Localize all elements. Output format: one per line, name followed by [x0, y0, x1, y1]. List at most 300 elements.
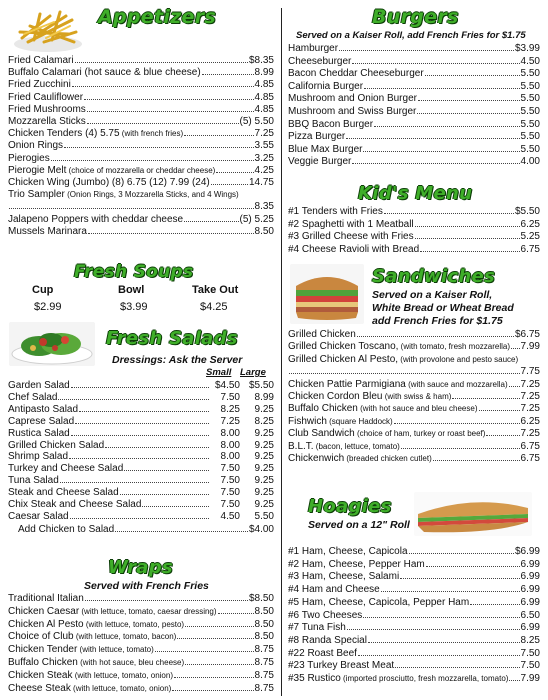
leader-dots [71, 435, 209, 436]
appetizer-item-price: $8.35 [248, 55, 274, 66]
hoagie-item-name [288, 584, 380, 596]
wrap-item-detail: (with lettuce, tomato) [77, 645, 154, 655]
salad-price-large: 9.25 [254, 463, 274, 475]
hoagie-item-title: #1 Ham, Cheese, Capicola [288, 546, 408, 557]
burger-item [288, 131, 540, 143]
leader-dots [415, 238, 520, 239]
appetizer-item [8, 128, 274, 140]
hoagie-item-price: 7.50 [520, 660, 540, 672]
wrap-item-name [8, 593, 84, 605]
burger-item-title: California Burger [288, 80, 364, 92]
hoagie-item [288, 559, 540, 571]
leader-dots [470, 604, 519, 605]
appetizer-item-title: Chicken Tenders [8, 128, 83, 140]
wrap-item-name [8, 683, 171, 695]
sandwich-item [288, 391, 540, 403]
salad-price-large: 9.25 [254, 427, 274, 439]
salad-price-small: 7.50 [220, 391, 240, 403]
appetizer-item-title: Chicken Wing (Jumbo) [8, 177, 110, 188]
sandwich-item-title: Grilled Chicken [288, 329, 356, 340]
hoagie-item-price: 7.50 [520, 647, 540, 659]
burger-item-price: 5.50 [520, 118, 540, 130]
leader-dots [352, 63, 519, 64]
wrap-item-name [8, 657, 184, 669]
sandwich-item [288, 441, 540, 453]
leader-dots [363, 617, 519, 618]
kids-item-title: #1 Tenders with Fries [288, 206, 383, 217]
burger-item [288, 156, 540, 168]
kids-item-price: $5.50 [514, 206, 540, 217]
column-divider [281, 8, 282, 696]
hoagie-item-price: 8.25 [520, 634, 540, 646]
sandwich-item [288, 453, 540, 465]
burger-item-name [288, 93, 417, 105]
leader-dots [85, 600, 248, 601]
burger-item-title: Mushroom and Onion Burger [288, 93, 417, 105]
leader-dots [172, 690, 253, 691]
leader-dots [71, 387, 209, 388]
leader-dots [87, 111, 254, 112]
appetizer-item-detail: (with french fries) [119, 129, 184, 139]
burger-item-name [288, 81, 363, 93]
appetizer-item-price: 4.85 [254, 79, 274, 91]
hoagie-item-title: #4 Ham and Cheese [288, 584, 380, 596]
sandwich-item-name [288, 329, 356, 341]
appetizer-item [8, 104, 274, 116]
soup-header: Take Out [192, 284, 239, 296]
sandwich-item-title: Club Sandwich [288, 428, 355, 440]
appetizer-item [8, 165, 274, 177]
burger-item [288, 119, 540, 131]
leader-dots [87, 123, 239, 124]
burger-item [288, 68, 540, 80]
salad-item-name: Rustica Salad [8, 427, 70, 439]
sandwich-item-price: 7.25 [520, 378, 540, 390]
sandwich-item-name [288, 391, 451, 403]
leader-dots [401, 448, 520, 449]
hoagie-item-price: 6.99 [520, 584, 540, 596]
soup-price: $2.99 [34, 301, 62, 313]
hoagie-item-detail: (imported prosciutto, fresh mozzarella, tomato) [340, 674, 509, 683]
hoagie-item-price: 6.99 [520, 558, 540, 570]
wrap-item-title: Buffalo Chicken [8, 657, 78, 668]
burger-item [288, 93, 540, 105]
sandwich-item-detail: (square Haddock) [326, 416, 393, 426]
salad-price-large: 9.25 [254, 451, 274, 463]
appetizer-item [8, 92, 274, 104]
kids-item [288, 219, 540, 231]
sandwiches-subtitle-3: add French Fries for $1.75 [372, 315, 503, 327]
hoagie-item-name [288, 571, 399, 583]
leader-dots [289, 373, 520, 374]
burger-item [288, 144, 540, 156]
appetizer-item-title: Mussels Marinara [8, 225, 87, 237]
salad-price-small: 8.00 [220, 427, 240, 439]
sandwich-item-price: 6.75 [520, 453, 540, 464]
appetizer-item-price: 8.35 [254, 201, 274, 213]
burger-item [288, 81, 540, 93]
salad-price-large: 9.25 [254, 475, 274, 487]
appetizer-item-price: (5) 5.25 [239, 213, 274, 225]
burger-item-price: 5.50 [520, 80, 540, 92]
wrap-item [8, 657, 274, 669]
leader-dots [58, 399, 209, 400]
hoagie-item [288, 673, 540, 685]
salads-subtitle: Dressings: Ask the Server [112, 354, 243, 366]
salad-price-large: $5.50 [248, 380, 274, 391]
burger-item-title: Blue Max Burger [288, 143, 363, 155]
sandwich-item [288, 366, 540, 378]
wraps-subtitle: Served with French Fries [84, 580, 209, 592]
appetizer-item-name [8, 67, 201, 79]
leader-dots [202, 74, 254, 75]
hoagie-item-title: #5 Ham, Cheese, Capicola, Pepper Ham [288, 596, 470, 608]
wrap-item-price: 8.50 [254, 605, 274, 617]
appetizer-item-price: 14.75 [248, 177, 274, 188]
burger-item [288, 56, 540, 68]
leader-dots [395, 667, 519, 668]
hoagie-item [288, 610, 540, 622]
appetizer-item-price: 4.85 [254, 103, 274, 115]
leader-dots [433, 460, 520, 461]
salad-item-name: Turkey and Cheese Salad [8, 463, 124, 475]
sandwich-item-price: 7.99 [520, 341, 540, 353]
appetizer-item-price: (5) 5.50 [239, 116, 274, 127]
appetizer-item-name [8, 153, 50, 165]
wrap-item-price: 8.75 [254, 657, 274, 668]
leader-dots [420, 251, 519, 252]
leader-dots [51, 160, 254, 161]
hoagie-item-title: #2 Ham, Cheese, Pepper Ham [288, 558, 425, 570]
leader-dots [84, 99, 254, 100]
wrap-item [8, 670, 274, 682]
salads-col-large: Large [240, 367, 266, 378]
sandwich-item-name [288, 341, 510, 353]
soup-price: $3.99 [120, 301, 148, 313]
add-chicken-row [18, 524, 274, 536]
hoagie-item [288, 584, 540, 596]
leader-dots [400, 578, 519, 579]
kids-item-name [288, 231, 414, 243]
hoagie-item-name [288, 546, 408, 558]
leader-dots [394, 423, 520, 424]
hoagie-item-price: 6.50 [520, 609, 540, 621]
salad-price-large: 5.50 [254, 510, 274, 522]
sandwich-item-name [288, 416, 393, 428]
appetizer-item-price: 4.85 [254, 91, 274, 103]
sandwich-item [288, 403, 540, 415]
wrap-item-price: 8.50 [254, 631, 274, 643]
sandwich-item [288, 416, 540, 428]
appetizer-item [8, 201, 274, 213]
salad-price-small: 7.50 [220, 475, 240, 487]
leader-dots [70, 518, 209, 519]
leader-dots [75, 423, 209, 424]
appetizers-heading: Appetizers [98, 6, 217, 28]
burger-item [288, 106, 540, 118]
salad-item [8, 428, 274, 440]
kids-item-title: #3 Grilled Cheese with Fries [288, 231, 414, 243]
sandwich-item-title: Chicken Cordon Bleu [288, 391, 383, 402]
burger-item-title: BBQ Bacon Burger [288, 118, 374, 130]
salad-price-large: 9.25 [254, 439, 274, 451]
hoagie-item-title: #23 Turkey Breast Meat [288, 660, 395, 672]
french-fries-photo [10, 4, 86, 54]
wrap-item-title: Traditional Italian [8, 593, 84, 604]
hoagie-item-price: $6.99 [514, 546, 540, 557]
wrap-item-price: $8.50 [248, 593, 274, 604]
sandwich-photo [290, 264, 364, 324]
burger-item-name [288, 119, 373, 131]
add-chicken-price: $4.00 [248, 523, 274, 535]
sandwich-item [288, 341, 540, 353]
wrap-item-name [8, 631, 176, 643]
sandwich-item-title: Chickenwich [288, 453, 345, 464]
leader-dots [185, 626, 253, 627]
burger-item-title: Hamburger [288, 43, 339, 54]
wrap-item-title: Chicken Tender [8, 644, 78, 656]
kids-item [288, 231, 540, 243]
leader-dots [115, 531, 248, 532]
hoagie-item-price: 6.99 [520, 596, 540, 608]
leader-dots [72, 86, 254, 87]
leader-dots [346, 138, 519, 139]
wrap-item-name [8, 606, 217, 618]
sandwich-item-name [288, 453, 432, 465]
appetizer-item [8, 55, 274, 67]
wrap-item-detail: (with lettuce, tomato, bacon) [73, 632, 177, 642]
leader-dots [511, 348, 520, 349]
sandwich-item-detail: (with hot sauce and bleu cheese) [357, 404, 478, 414]
soup-header: Bowl [118, 284, 145, 296]
burgers-subtitle: Served on a Kaiser Roll, add French Fries for $1.75 [296, 30, 526, 41]
salad-price-small: 7.50 [220, 487, 240, 499]
hoagie-item [288, 546, 540, 558]
appetizer-item-price: 7.25 [254, 128, 274, 140]
leader-dots [105, 447, 209, 448]
burger-item-price: 4.50 [520, 55, 540, 67]
kids-item-price: 5.25 [520, 231, 540, 243]
wrap-item-title: Chicken Steak [8, 669, 73, 681]
burger-item-name [288, 131, 345, 143]
salad-price-small: 7.50 [220, 463, 240, 475]
appetizer-item-note: (4) 5.75 [82, 128, 120, 140]
salad-item-name: Caprese Salad [8, 415, 75, 427]
leader-dots [384, 213, 514, 214]
leader-dots [75, 62, 248, 63]
kids-item-name [288, 219, 414, 231]
burger-item-name [288, 106, 416, 118]
appetizer-item-price: 3.25 [254, 152, 274, 164]
salad-item [8, 416, 274, 428]
salad-item-name: Caesar Salad [8, 510, 69, 522]
appetizer-item-name [8, 189, 239, 201]
leader-dots [425, 75, 520, 76]
salad-item [8, 511, 274, 523]
burger-item-name [288, 43, 338, 55]
burger-item-title: Veggie Burger [288, 156, 352, 168]
salads-heading: Fresh Salads [106, 328, 238, 349]
appetizer-item [8, 116, 274, 128]
salad-price-small: 8.25 [220, 403, 240, 415]
salad-item-name: Antipasto Salad [8, 403, 79, 415]
appetizer-item-title: Mozzarella Sticks [8, 116, 86, 127]
salad-price-small: 4.50 [220, 510, 240, 522]
sandwich-item-name [288, 379, 508, 391]
sandwich-item-detail: (breaded chicken cutlet) [344, 454, 432, 463]
sandwich-item-price: 7.25 [520, 391, 540, 402]
leader-dots [347, 629, 520, 630]
sandwich-item-detail: (choice of ham, turkey or roast beef) [354, 429, 486, 439]
appetizer-item-detail: (choice of mozzarella or cheddar cheese) [66, 165, 216, 175]
sandwich-item-title: Fishwich [288, 415, 327, 427]
leader-dots [184, 221, 238, 222]
burger-item-price: 5.50 [520, 143, 540, 155]
appetizer-item-title: Pierogie Melt [8, 164, 67, 176]
leader-dots [358, 655, 520, 656]
wrap-item-title: Cheese Steak [8, 682, 71, 694]
appetizer-item-name [8, 79, 71, 91]
leader-dots [509, 680, 519, 681]
wrap-item-name [8, 619, 184, 631]
burger-item-price: 5.50 [520, 131, 540, 143]
leader-dots [79, 411, 209, 412]
leader-dots [185, 664, 253, 665]
appetizer-item-name [8, 104, 86, 116]
sandwich-item-detail: (with provolone and pesto sauce) [398, 354, 519, 364]
wrap-item [8, 683, 274, 695]
leader-dots [415, 226, 520, 227]
appetizer-item [8, 214, 274, 226]
wrap-item-detail: (with lettuce, tomato, caesar dressing) [79, 606, 217, 616]
sandwich-item-detail: (with sauce and mozzarella) [405, 379, 508, 389]
sandwich-item-title: Grilled Chicken Al Pesto, [288, 353, 399, 365]
hoagies-heading: Hoagies [308, 496, 392, 517]
wrap-item-detail: (with hot sauce, bleu cheese) [77, 658, 185, 667]
hoagie-item [288, 597, 540, 609]
salad-item-name: Chef Salad [8, 391, 58, 403]
appetizer-item-title: Fried Cauliflower [8, 91, 84, 103]
hoagie-item-title: #35 Rustico [288, 673, 341, 684]
appetizer-item-name [8, 128, 183, 140]
burger-item-title: Bacon Cheddar Cheeseburger [288, 68, 424, 80]
soups-heading: Fresh Soups [74, 262, 194, 282]
appetizer-item-name [8, 140, 63, 152]
wrap-item [8, 619, 274, 631]
sandwich-item-detail: (with swiss & ham) [382, 392, 452, 401]
salad-item [8, 440, 274, 452]
leader-dots [339, 50, 514, 51]
burger-item-price: 5.50 [520, 68, 540, 80]
hoagie-item [288, 635, 540, 647]
appetizer-item-title: Jalapeno Poppers with cheddar cheese [8, 213, 184, 225]
wrap-item-title: Choice of Club [8, 631, 74, 643]
kids-item-name [288, 244, 419, 256]
hoagie-item-name [288, 597, 469, 609]
salad-price-large: 8.99 [254, 391, 274, 403]
kids-item-name [288, 206, 383, 218]
appetizer-item-title: Pierogies [8, 152, 50, 164]
hoagie-item-title: #6 Two Cheeses [288, 609, 363, 621]
sandwiches-subtitle-1: Served on a Kaiser Roll, [372, 289, 493, 301]
add-chicken-label: Add Chicken to Salad [18, 523, 115, 535]
hoagie-item-name [288, 559, 425, 571]
appetizer-item [8, 140, 274, 152]
leader-dots [155, 651, 254, 652]
appetizer-item-price: 8.99 [254, 67, 274, 79]
leader-dots [211, 184, 248, 185]
wrap-item-price: 8.75 [254, 682, 274, 694]
hoagie-item-name [288, 660, 394, 672]
salad-item [8, 475, 274, 487]
salad-price-small: 8.00 [220, 451, 240, 463]
leader-dots [69, 458, 209, 459]
kids-item-price: 6.25 [520, 218, 540, 230]
sandwich-item-price: $6.75 [514, 329, 540, 340]
salad-item [8, 451, 274, 463]
salad-item-name: Shrimp Salad [8, 451, 69, 463]
leader-dots [9, 208, 254, 209]
appetizer-item [8, 67, 274, 79]
salad-item [8, 404, 274, 416]
hoagie-item [288, 648, 540, 660]
burger-item-name [288, 68, 424, 80]
appetizer-item-price: 8.50 [254, 225, 274, 237]
soup-price: $4.25 [200, 301, 228, 313]
sandwich-item-title: B.L.T. [288, 440, 314, 452]
leader-dots [352, 163, 519, 164]
leader-dots [509, 386, 520, 387]
kids-item-title: #2 Spaghetti with 1 Meatball [288, 218, 414, 230]
hoagie-item-title: #7 Tuna Fish [288, 622, 346, 634]
burger-item [288, 43, 540, 55]
hoagie-item-name [288, 635, 367, 647]
sandwich-item-price: 7.75 [520, 366, 540, 378]
soup-header: Cup [32, 284, 54, 296]
salad-price-large: 9.25 [254, 487, 274, 499]
salad-price-small: $4.50 [214, 380, 240, 391]
salad-item-name: Tuna Salad [8, 475, 59, 487]
salads-col-small: Small [206, 367, 232, 378]
appetizer-item-title: Fried Calamari [8, 55, 74, 66]
kids-item-price: 6.75 [520, 243, 540, 255]
hoagie-item-price: 6.99 [520, 571, 540, 583]
leader-dots [364, 88, 519, 89]
sandwich-item [288, 329, 540, 341]
leader-dots [417, 113, 519, 114]
hoagie-item [288, 571, 540, 583]
hoagie-item [288, 622, 540, 634]
leader-dots [88, 233, 254, 234]
sandwich-item-price: 7.25 [520, 428, 540, 440]
appetizer-item-name [8, 177, 210, 189]
sandwiches-subtitle-2: White Bread or Wheat Bread [372, 302, 514, 314]
wrap-item-detail: (with lettuce, tomato, pesto) [83, 619, 185, 629]
salad-item-name: Chix Steak and Cheese Salad [8, 499, 142, 510]
appetizer-item [8, 177, 274, 189]
salad-item-name: Grilled Chicken Salad [8, 439, 105, 451]
kids-item-title: #4 Cheese Ravioli with Bread [288, 243, 420, 255]
leader-dots [426, 566, 520, 567]
wrap-item-price: 8.75 [254, 644, 274, 656]
salad-photo [9, 322, 95, 366]
wrap-item-price: 8.75 [254, 669, 274, 681]
sandwich-item-title: Buffalo Chicken [288, 403, 358, 415]
burger-item-price: $3.99 [514, 43, 540, 54]
wrap-item-price: 8.50 [254, 618, 274, 630]
salad-price-small: 8.00 [220, 439, 240, 451]
hoagie-item-price: 7.99 [520, 673, 540, 684]
